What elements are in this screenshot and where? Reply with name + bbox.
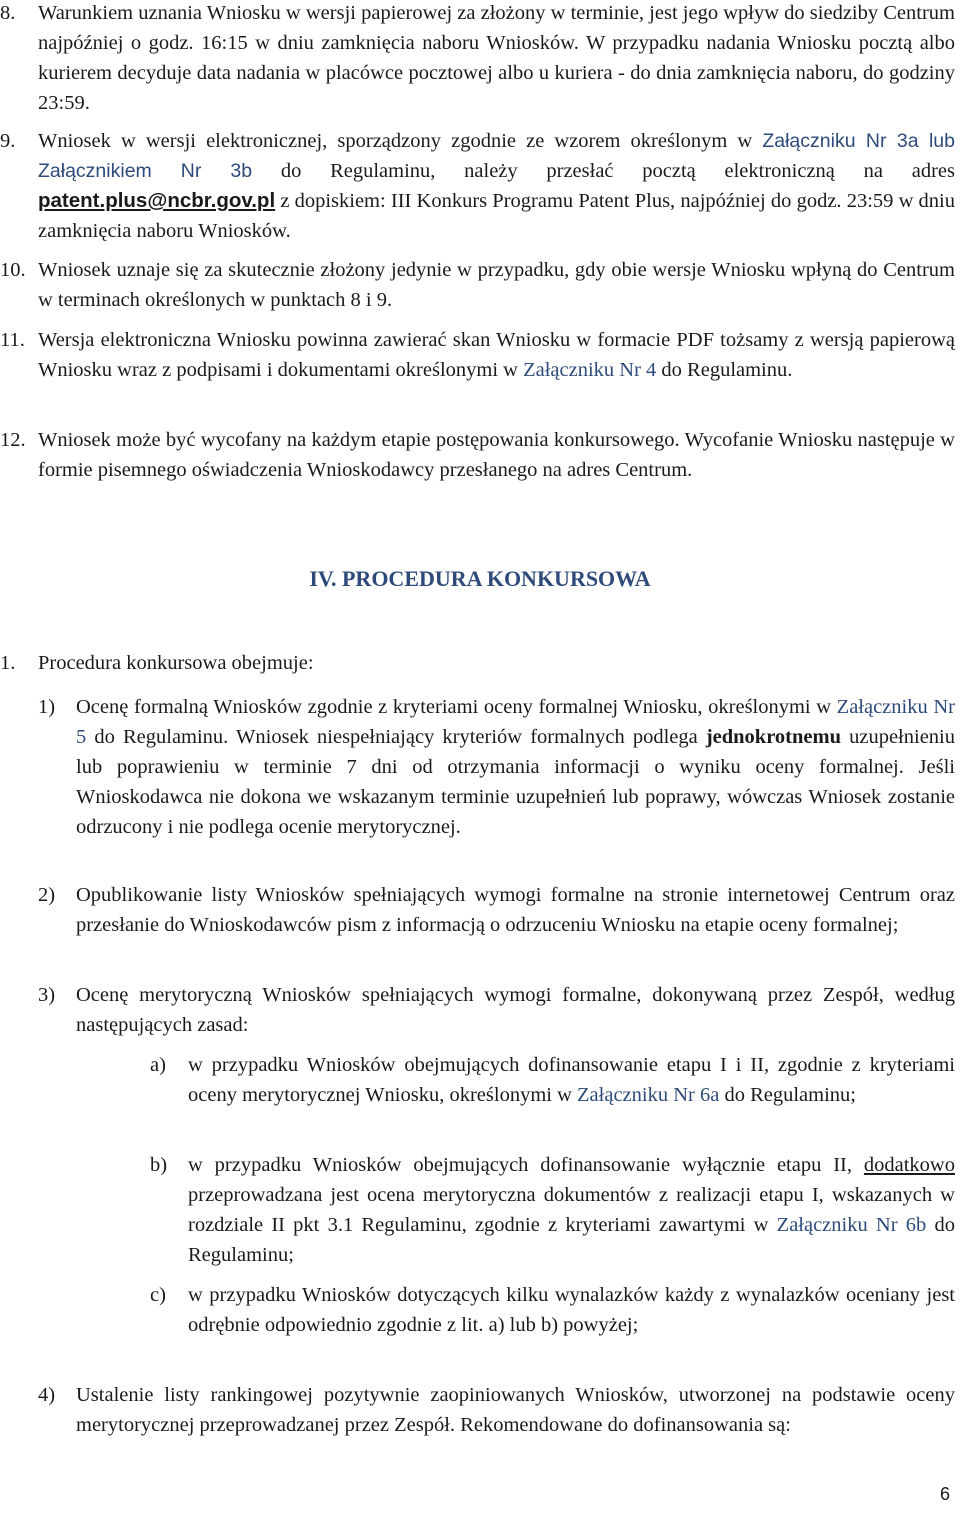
attachment-reference: Załączniku Nr 3a lub Załącznikiem Nr 3b bbox=[38, 130, 955, 182]
substep-letter: a) bbox=[150, 1054, 166, 1076]
item-number: 8. bbox=[0, 2, 16, 24]
page-number: 6 bbox=[939, 1484, 950, 1504]
item-text: Warunkiem uznania Wniosku w wersji papierowej za złożony w terminie, jest jego wpływ do siedziby Centrum najpóźniej o godz. 16:15 w dniu zamknięcia naboru Wniosków. W przypadku nadania Wniosku pocztą albo kurierem decyduje data nadania w placówce pocztowej albo u kuriera - do dnia zamknięcia naboru, do godziny 23:59. bbox=[38, 2, 955, 114]
item-number: 11. bbox=[0, 329, 25, 351]
substep-letter: b) bbox=[150, 1154, 168, 1176]
step-text: Ocenę merytoryczną Wniosków spełniających wymogi formalne, dokonywaną przez Zespół, według następujących zasad: bbox=[76, 984, 955, 1036]
attachment-reference: Załączniku Nr 5 bbox=[76, 696, 955, 748]
attachment-reference: Załączniku Nr 6a bbox=[577, 1084, 720, 1106]
step-number: 3) bbox=[38, 984, 56, 1006]
email-link[interactable]: patent.plus@ncbr.gov.pl bbox=[38, 189, 276, 212]
item-text: Wniosek może być wycofany na każdym etapie postępowania konkursowego. Wycofanie Wniosku następuje w formie pisemnego oświadczenia Wnioskodawcy przesłanego na adres Centrum. bbox=[38, 429, 955, 481]
substep-text: w przypadku Wniosków obejmujących dofinansowanie wyłącznie etapu II, dodatkowo przeprowadzana jest ocena merytoryczna dokumentów z realizacji etapu I, wskazanych w rozdziale II pkt 3.1 Regulaminu, zgodnie z kryteriami zawartymi w Załączniku Nr 6b do Regulaminu; bbox=[188, 1154, 955, 1266]
item-number: 9. bbox=[0, 130, 16, 152]
step-text: Opublikowanie listy Wniosków spełniających wymogi formalne na stronie internetowej Centrum oraz przesłanie do Wnioskodawców pism z informacją o odrzuceniu Wniosku na etapie oceny formalnej; bbox=[76, 884, 955, 936]
section-heading: IV. PROCEDURA KONKURSOWA bbox=[309, 566, 651, 591]
step-number: 4) bbox=[38, 1384, 56, 1406]
item-text: Wniosek uznaje się za skutecznie złożony jedynie w przypadku, gdy obie wersje Wniosku wpłyną do Centrum w terminach określonych w punktach 8 i 9. bbox=[38, 259, 955, 311]
item-text: Procedura konkursowa obejmuje: bbox=[38, 652, 314, 674]
item-number: 10. bbox=[0, 259, 26, 281]
procedure-substep-b bbox=[150, 1150, 955, 1270]
procedure-substep-a bbox=[150, 1050, 955, 1110]
procedure-substep-c bbox=[150, 1280, 955, 1340]
item-number: 12. bbox=[0, 429, 26, 451]
step-text: Ocenę formalną Wniosków zgodnie z kryteriami oceny formalnej Wniosku, określonymi w Załączniku Nr 5 do Regulaminu. Wniosek niespełniający kryteriów formalnych podlega jednokrotnemu uzupełnieniu lub poprawieniu w terminie 7 dni od otrzymania informacji o wyniku oceny formalnej. Jeśli Wnioskodawca nie dokona we wskazanym terminie uzupełnień lub poprawy, wówczas Wniosek zostanie odrzucony i nie podlega ocenie merytorycznej. bbox=[76, 696, 955, 838]
attachment-reference: Załączniku Nr 6b bbox=[776, 1214, 927, 1236]
substep-text: w przypadku Wniosków dotyczących kilku wynalazków każdy z wynalazków oceniany jest odrębnie odpowiednio zgodnie z lit. a) lub b) powyżej; bbox=[188, 1284, 955, 1336]
procedure-step-4 bbox=[38, 1380, 955, 1440]
step-number: 2) bbox=[38, 884, 56, 906]
paragraph-9 bbox=[0, 126, 955, 246]
procedure-step-2 bbox=[38, 880, 955, 940]
underlined-word: dodatkowo bbox=[863, 1154, 955, 1176]
item-text: Wersja elektroniczna Wniosku powinna zawierać skan Wniosku w formacie PDF tożsamy z wersją papierową Wniosku wraz z podpisami i dokumentami określonymi w Załączniku Nr 4 do Regulaminu. bbox=[38, 329, 955, 381]
paragraph-11 bbox=[0, 325, 955, 385]
item-number: 1. bbox=[0, 652, 16, 674]
step-text: Ustalenie listy rankingowej pozytywnie zaopiniowanych Wniosków, utworzonej na podstawie oceny merytorycznej przeprowadzanej przez Zespół. Rekomendowane do dofinansowania są: bbox=[76, 1384, 955, 1436]
procedure-intro bbox=[0, 648, 955, 678]
paragraph-8 bbox=[0, 0, 955, 118]
step-number: 1) bbox=[38, 696, 56, 718]
procedure-step-1 bbox=[38, 692, 955, 842]
paragraph-10 bbox=[0, 255, 955, 315]
substep-letter: c) bbox=[150, 1284, 166, 1306]
paragraph-12 bbox=[0, 425, 955, 485]
procedure-step-3 bbox=[38, 980, 955, 1040]
emphasis: jednokrotnemu bbox=[705, 726, 841, 748]
attachment-reference: Załączniku Nr 4 bbox=[523, 359, 657, 381]
substep-text: w przypadku Wniosków obejmujących dofinansowanie etapu I i II, zgodnie z kryteriami oceny merytorycznej Wniosku, określonymi w Załączniku Nr 6a do Regulaminu; bbox=[188, 1054, 955, 1106]
item-text: Wniosek w wersji elektronicznej, sporządzony zgodnie ze wzorem określonym w Załączniku Nr 3a lub Załącznikiem Nr 3b do Regulaminu, należy przesłać pocztą elektroniczną na adres patent.plus@ncbr.gov.pl z dopiskiem: III Konkurs Programu Patent Plus, najpóźniej do godz. 23:59 w dniu zamknięcia naboru Wniosków. bbox=[38, 130, 955, 242]
